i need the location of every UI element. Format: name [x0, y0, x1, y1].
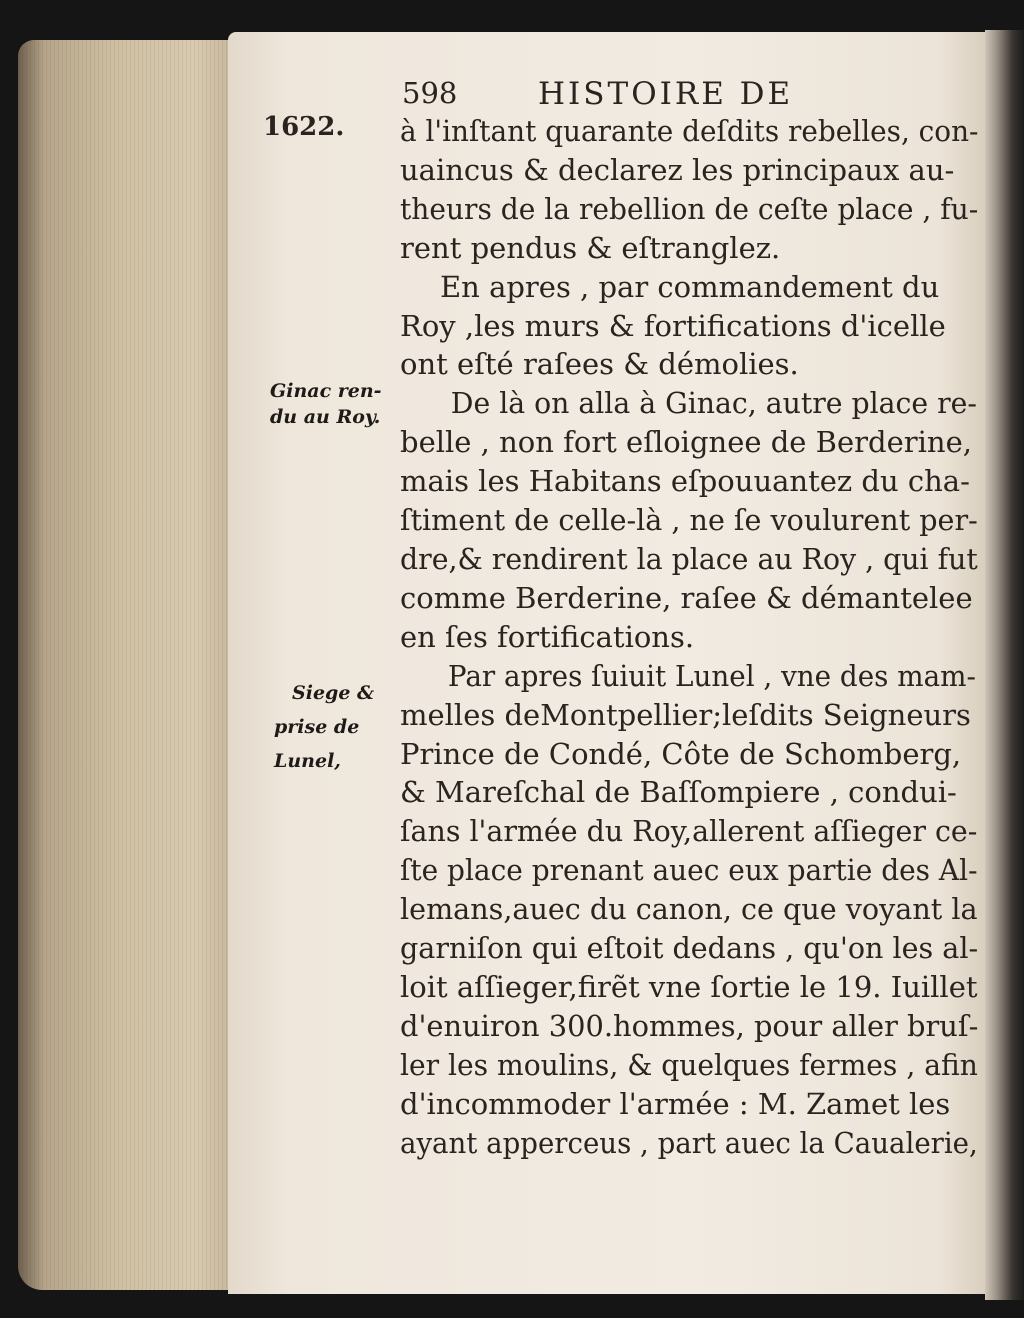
text-line: ler les moulins, & quelques fermes , afin [400, 1047, 978, 1082]
margin-year: 1622. [263, 112, 345, 142]
margin-note-line: prise de [274, 716, 360, 738]
text-line: dre,& rendirent la place au Roy , qui fut [400, 541, 978, 576]
text-line: belle , non fort eſloignee de Berderine, [400, 425, 972, 460]
text-line: theurs de la rebellion de ceſte place , fu- [400, 191, 979, 226]
margin-note-line: Lunel, [274, 750, 341, 772]
text-line: à l'inſtant quarante deſdits rebelles, con- [400, 114, 979, 148]
text-line: d'incommoder l'armée : M. Zamet les [400, 1086, 951, 1121]
text-line: uaincus & declarez les principaux au- [400, 152, 955, 187]
text-line: ſte place prenant auec eux partie des Al- [400, 853, 978, 888]
body-text [400, 112, 980, 1162]
text-line: garniſon qui eſtoit dedans , qu'on les al- [400, 931, 979, 966]
text-line: ſtiment de celle-là , ne ſe voulurent per- [400, 503, 978, 538]
page-edges [18, 40, 240, 1290]
text-line: lemans,auec du canon, ce que voyant la [400, 892, 978, 927]
running-head: HISTOIRE DE [538, 76, 794, 112]
text-line: loit aſſieger,firẽt vne ſortie le 19. Iuillet [400, 969, 978, 1004]
text-line: ont eſté raſees & démolies. [400, 347, 799, 382]
text-line: Par apres ſuiuit Lunel , vne des mam- [447, 658, 976, 693]
text-line: en ſes fortifications. [400, 619, 695, 654]
facing-page-edge [985, 30, 1024, 1300]
text-line: En apres , par commandement du [440, 269, 940, 304]
text-line: ayant apperceus , part auec la Caualerie, [400, 1125, 978, 1160]
text-line: & Mareſchal de Baſſompiere , condui- [400, 775, 957, 810]
text-line: mais les Habitans eſpouuantez du cha- [400, 464, 970, 499]
text-line: Roy ,les murs & fortifications d'icelle [400, 308, 946, 343]
text-line: ſans l'armée du Roy,allerent aſſieger ce- [400, 814, 978, 849]
text-line: melles deMontpellier;leſdits Seigneurs [400, 697, 971, 732]
text-line: d'enuiron 300.hommes, pour aller bruſ- [400, 1008, 979, 1043]
text-line: Prince de Condé, Côte de Schomberg, [400, 736, 962, 771]
text-line: rent pendus & eſtranglez. [400, 230, 781, 265]
margin-note-line: Siege & [292, 682, 375, 704]
margin-note-ginac [270, 378, 382, 430]
text-line: comme Berderine, raſee & démantelee [400, 580, 973, 615]
margin-note-line: Ginac ren- [270, 380, 382, 402]
margin-note-lunel [274, 676, 375, 778]
text-line: De là on alla à Ginac, autre place re- [450, 386, 977, 421]
margin-note-line: du au Roy. [270, 406, 381, 428]
page-number: 598 [402, 76, 458, 110]
